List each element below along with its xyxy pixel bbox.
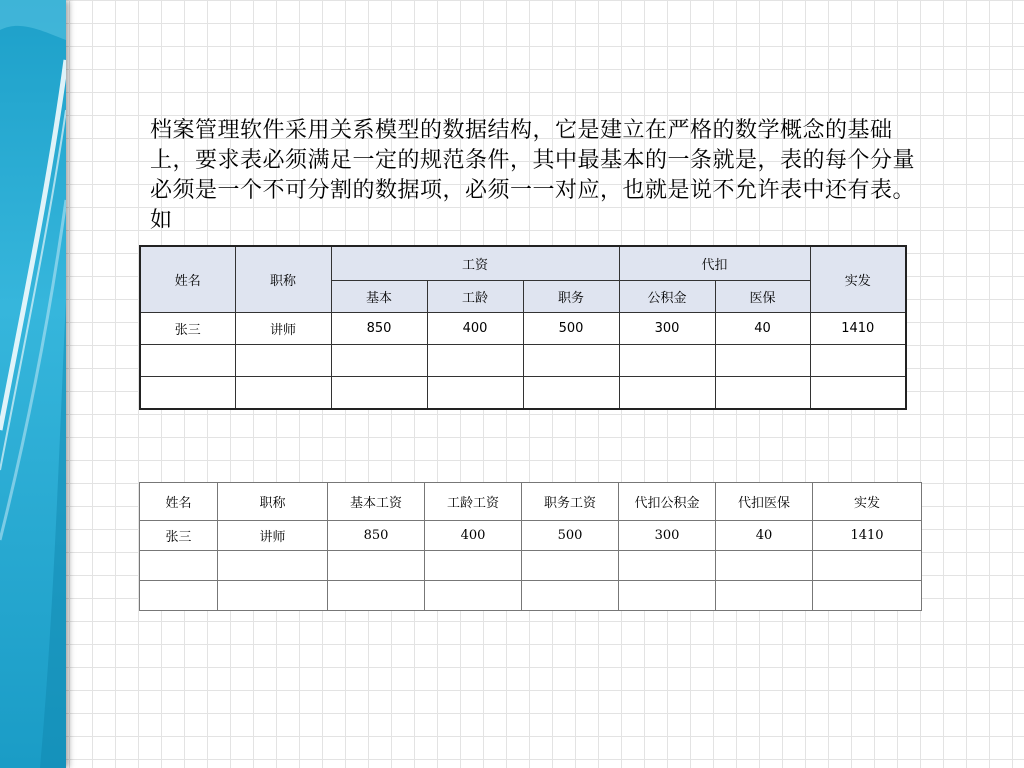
header-fund: 公积金 [619, 281, 715, 313]
header-actual: 实发 [813, 483, 922, 521]
header-title: 职称 [218, 483, 328, 521]
wave-decoration-icon [0, 0, 66, 768]
table-cell [716, 581, 813, 611]
table-cell: 300 [619, 521, 716, 551]
header-title: 职称 [235, 246, 331, 313]
table-cell: 500 [523, 313, 619, 345]
header-seniority-salary: 工龄工资 [425, 483, 522, 521]
table-cell [218, 581, 328, 611]
header-actual: 实发 [810, 246, 906, 313]
table-row [140, 377, 906, 410]
table-cell [235, 345, 331, 377]
table-cell [522, 551, 619, 581]
header-salary-group: 工资 [331, 246, 619, 281]
table-cell [522, 581, 619, 611]
header-position-salary: 职务工资 [522, 483, 619, 521]
table-cell [328, 551, 425, 581]
flat-salary-table [139, 482, 922, 611]
table-header-row [140, 483, 922, 521]
header-name: 姓名 [140, 483, 218, 521]
table-cell [140, 377, 235, 410]
table-row [140, 345, 906, 377]
table-cell [715, 377, 810, 410]
table-cell [427, 345, 523, 377]
nested-salary-table [139, 245, 907, 410]
table-row [140, 313, 906, 345]
decorative-side-panel [0, 0, 66, 768]
table-cell [425, 551, 522, 581]
intro-paragraph: 档案管理软件采用关系模型的数据结构，它是建立在严格的数学概念的基础上，要求表必须满足一定的规范条件，其中最基本的一条就是，表的每个分量必须是一个不可分割的数据项，必须一一对应，也就是说不允许表中还有表。如 [150, 118, 916, 233]
table-cell: 400 [427, 313, 523, 345]
table-cell [619, 377, 715, 410]
header-basic: 基本 [331, 281, 427, 313]
table-cell [716, 551, 813, 581]
table-cell [523, 377, 619, 410]
table-cell [810, 377, 906, 410]
header-basic-salary: 基本工资 [328, 483, 425, 521]
table-cell: 讲师 [218, 521, 328, 551]
table-cell [140, 551, 218, 581]
table-cell: 张三 [140, 521, 218, 551]
table-cell [619, 581, 716, 611]
table-cell: 1410 [813, 521, 922, 551]
table-cell: 500 [522, 521, 619, 551]
table-cell: 300 [619, 313, 715, 345]
table-cell [715, 345, 810, 377]
table-cell [218, 551, 328, 581]
table-cell [810, 345, 906, 377]
table-cell [331, 377, 427, 410]
table-cell: 40 [715, 313, 810, 345]
table-cell [523, 345, 619, 377]
table-cell [140, 581, 218, 611]
table-cell: 40 [716, 521, 813, 551]
table-cell: 400 [425, 521, 522, 551]
table-cell: 850 [328, 521, 425, 551]
table-cell: 张三 [140, 313, 235, 345]
header-deduct-insurance: 代扣医保 [716, 483, 813, 521]
header-deduct-fund: 代扣公积金 [619, 483, 716, 521]
table-cell [813, 581, 922, 611]
table-cell [619, 551, 716, 581]
table-cell: 讲师 [235, 313, 331, 345]
header-seniority: 工龄 [427, 281, 523, 313]
table-cell: 1410 [810, 313, 906, 345]
header-insurance: 医保 [715, 281, 810, 313]
table-cell [425, 581, 522, 611]
header-name: 姓名 [140, 246, 235, 313]
table-cell [813, 551, 922, 581]
table-cell [331, 345, 427, 377]
table-row [140, 551, 922, 581]
header-deduction-group: 代扣 [619, 246, 810, 281]
table-row [140, 521, 922, 551]
table-row [140, 581, 922, 611]
table-cell [619, 345, 715, 377]
table-cell [140, 345, 235, 377]
table-cell [427, 377, 523, 410]
header-position: 职务 [523, 281, 619, 313]
table-cell [235, 377, 331, 410]
table-cell [328, 581, 425, 611]
table-cell: 850 [331, 313, 427, 345]
